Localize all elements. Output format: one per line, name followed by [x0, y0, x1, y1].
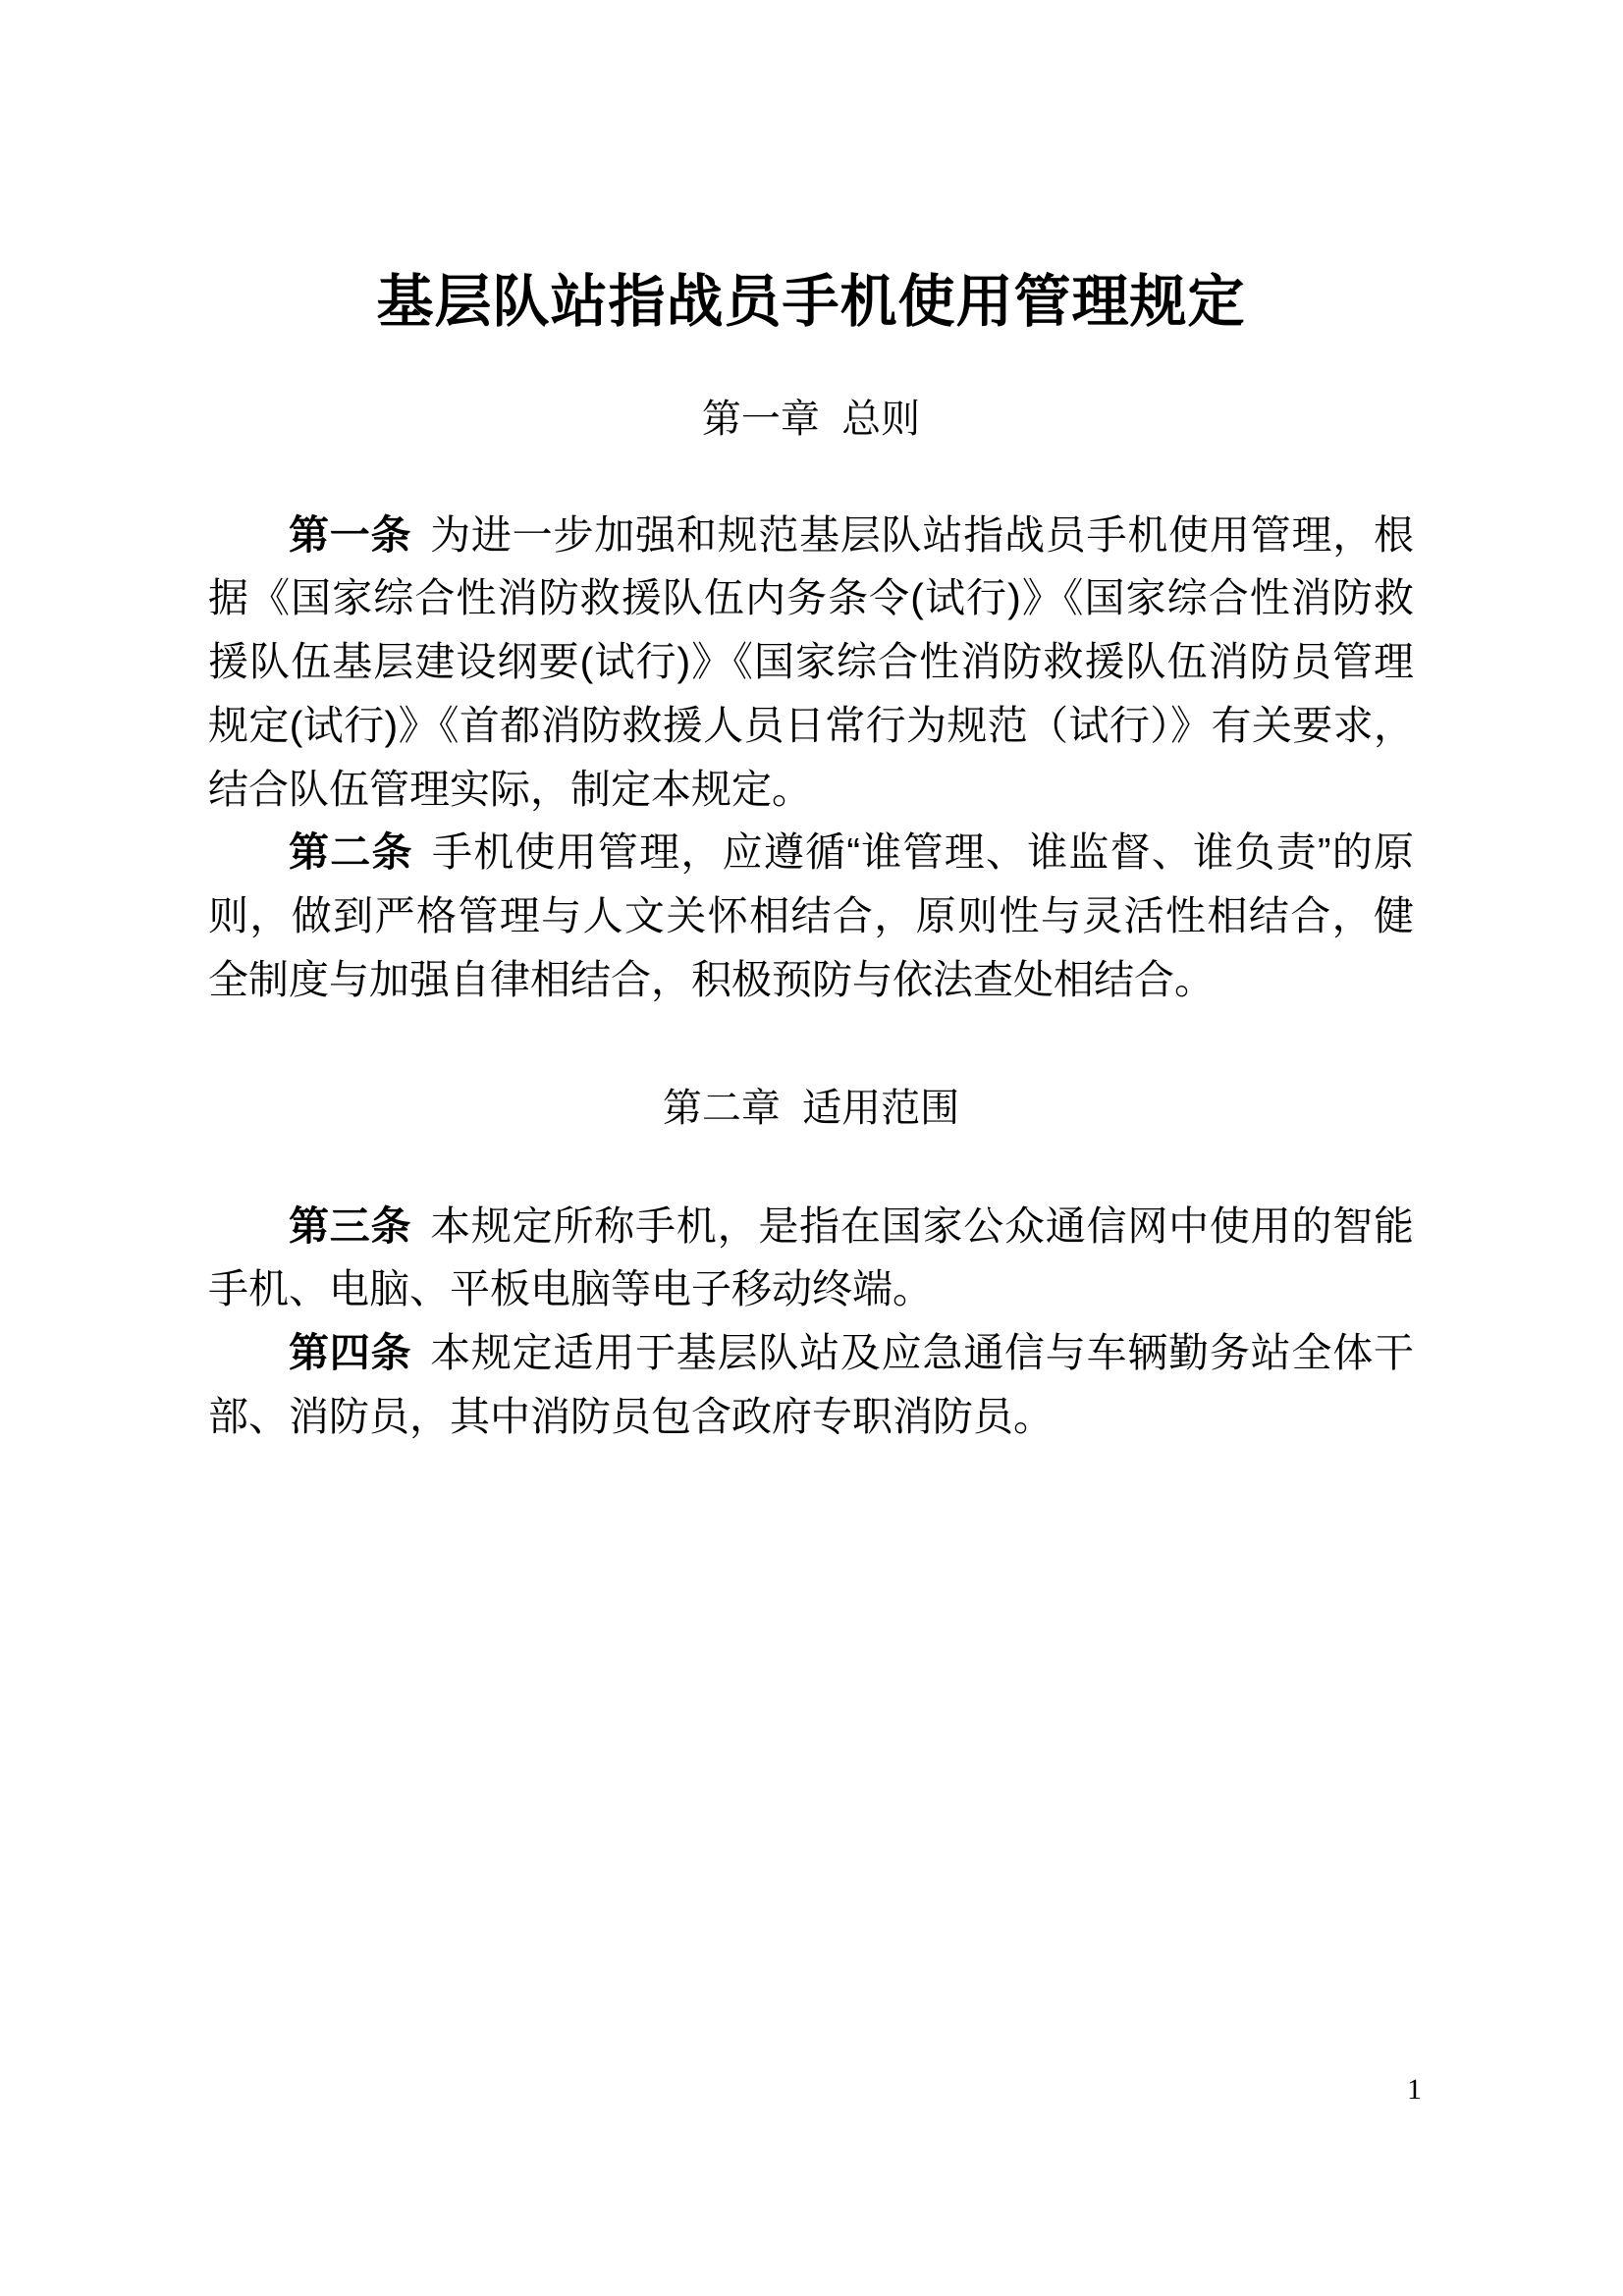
article-3-number: 第三条	[289, 1202, 412, 1249]
article-4	[208, 1321, 1414, 1449]
chapter-heading-1: 第一章 总则	[701, 397, 921, 441]
chapter-heading-2: 第二章 适用范围	[662, 1086, 960, 1130]
spacer-before-chapter-2	[208, 1012, 1414, 1083]
article-4-text: 本规定适用于基层队站及应急通信与车辆勤务站全体干部、消防员，其中消防员包含政府专职消防员。	[208, 1330, 1415, 1439]
article-1-text: 为进一步加强和规范基层队站指战员手机使用管理，根据《国家综合性消防救援队伍内务条令(试行)》《国家综合性消防救援队伍基层建设纲要(试行)》《国家综合性消防救援队伍消防员管理规定(试行)》《首都消防救援人员日常行为规范（试行）》有关要求，结合队伍管理实际，制定本规定。	[208, 511, 1415, 812]
page-number: 1	[1407, 2073, 1422, 2106]
article-2-text: 手机使用管理，应遵循“谁管理、谁监督、谁负责”的原则，做到严格管理与人文关怀相结合，原则性与灵活性相结合，健全制度与加强自律相结合，积极预防与依法查处相结合。	[208, 829, 1414, 1002]
article-2	[208, 821, 1414, 1011]
spacer-after-chapter-2-heading	[208, 1134, 1414, 1195]
article-4-number: 第四条	[289, 1330, 412, 1376]
article-3-text: 本规定所称手机，是指在国家公众通信网中使用的智能手机、电脑、平板电脑等电子移动终端。	[208, 1202, 1415, 1312]
spacer-after-chapter-1-heading	[208, 445, 1414, 504]
spacer-before-chapter-1	[208, 339, 1414, 394]
page-title: 基层队站指战员手机使用管理规定	[376, 270, 1246, 334]
document-content	[208, 0, 1414, 1449]
article-1	[208, 504, 1414, 822]
article-1-number: 第一条	[289, 511, 412, 558]
article-2-number: 第二条	[289, 829, 413, 876]
article-3	[208, 1195, 1414, 1322]
